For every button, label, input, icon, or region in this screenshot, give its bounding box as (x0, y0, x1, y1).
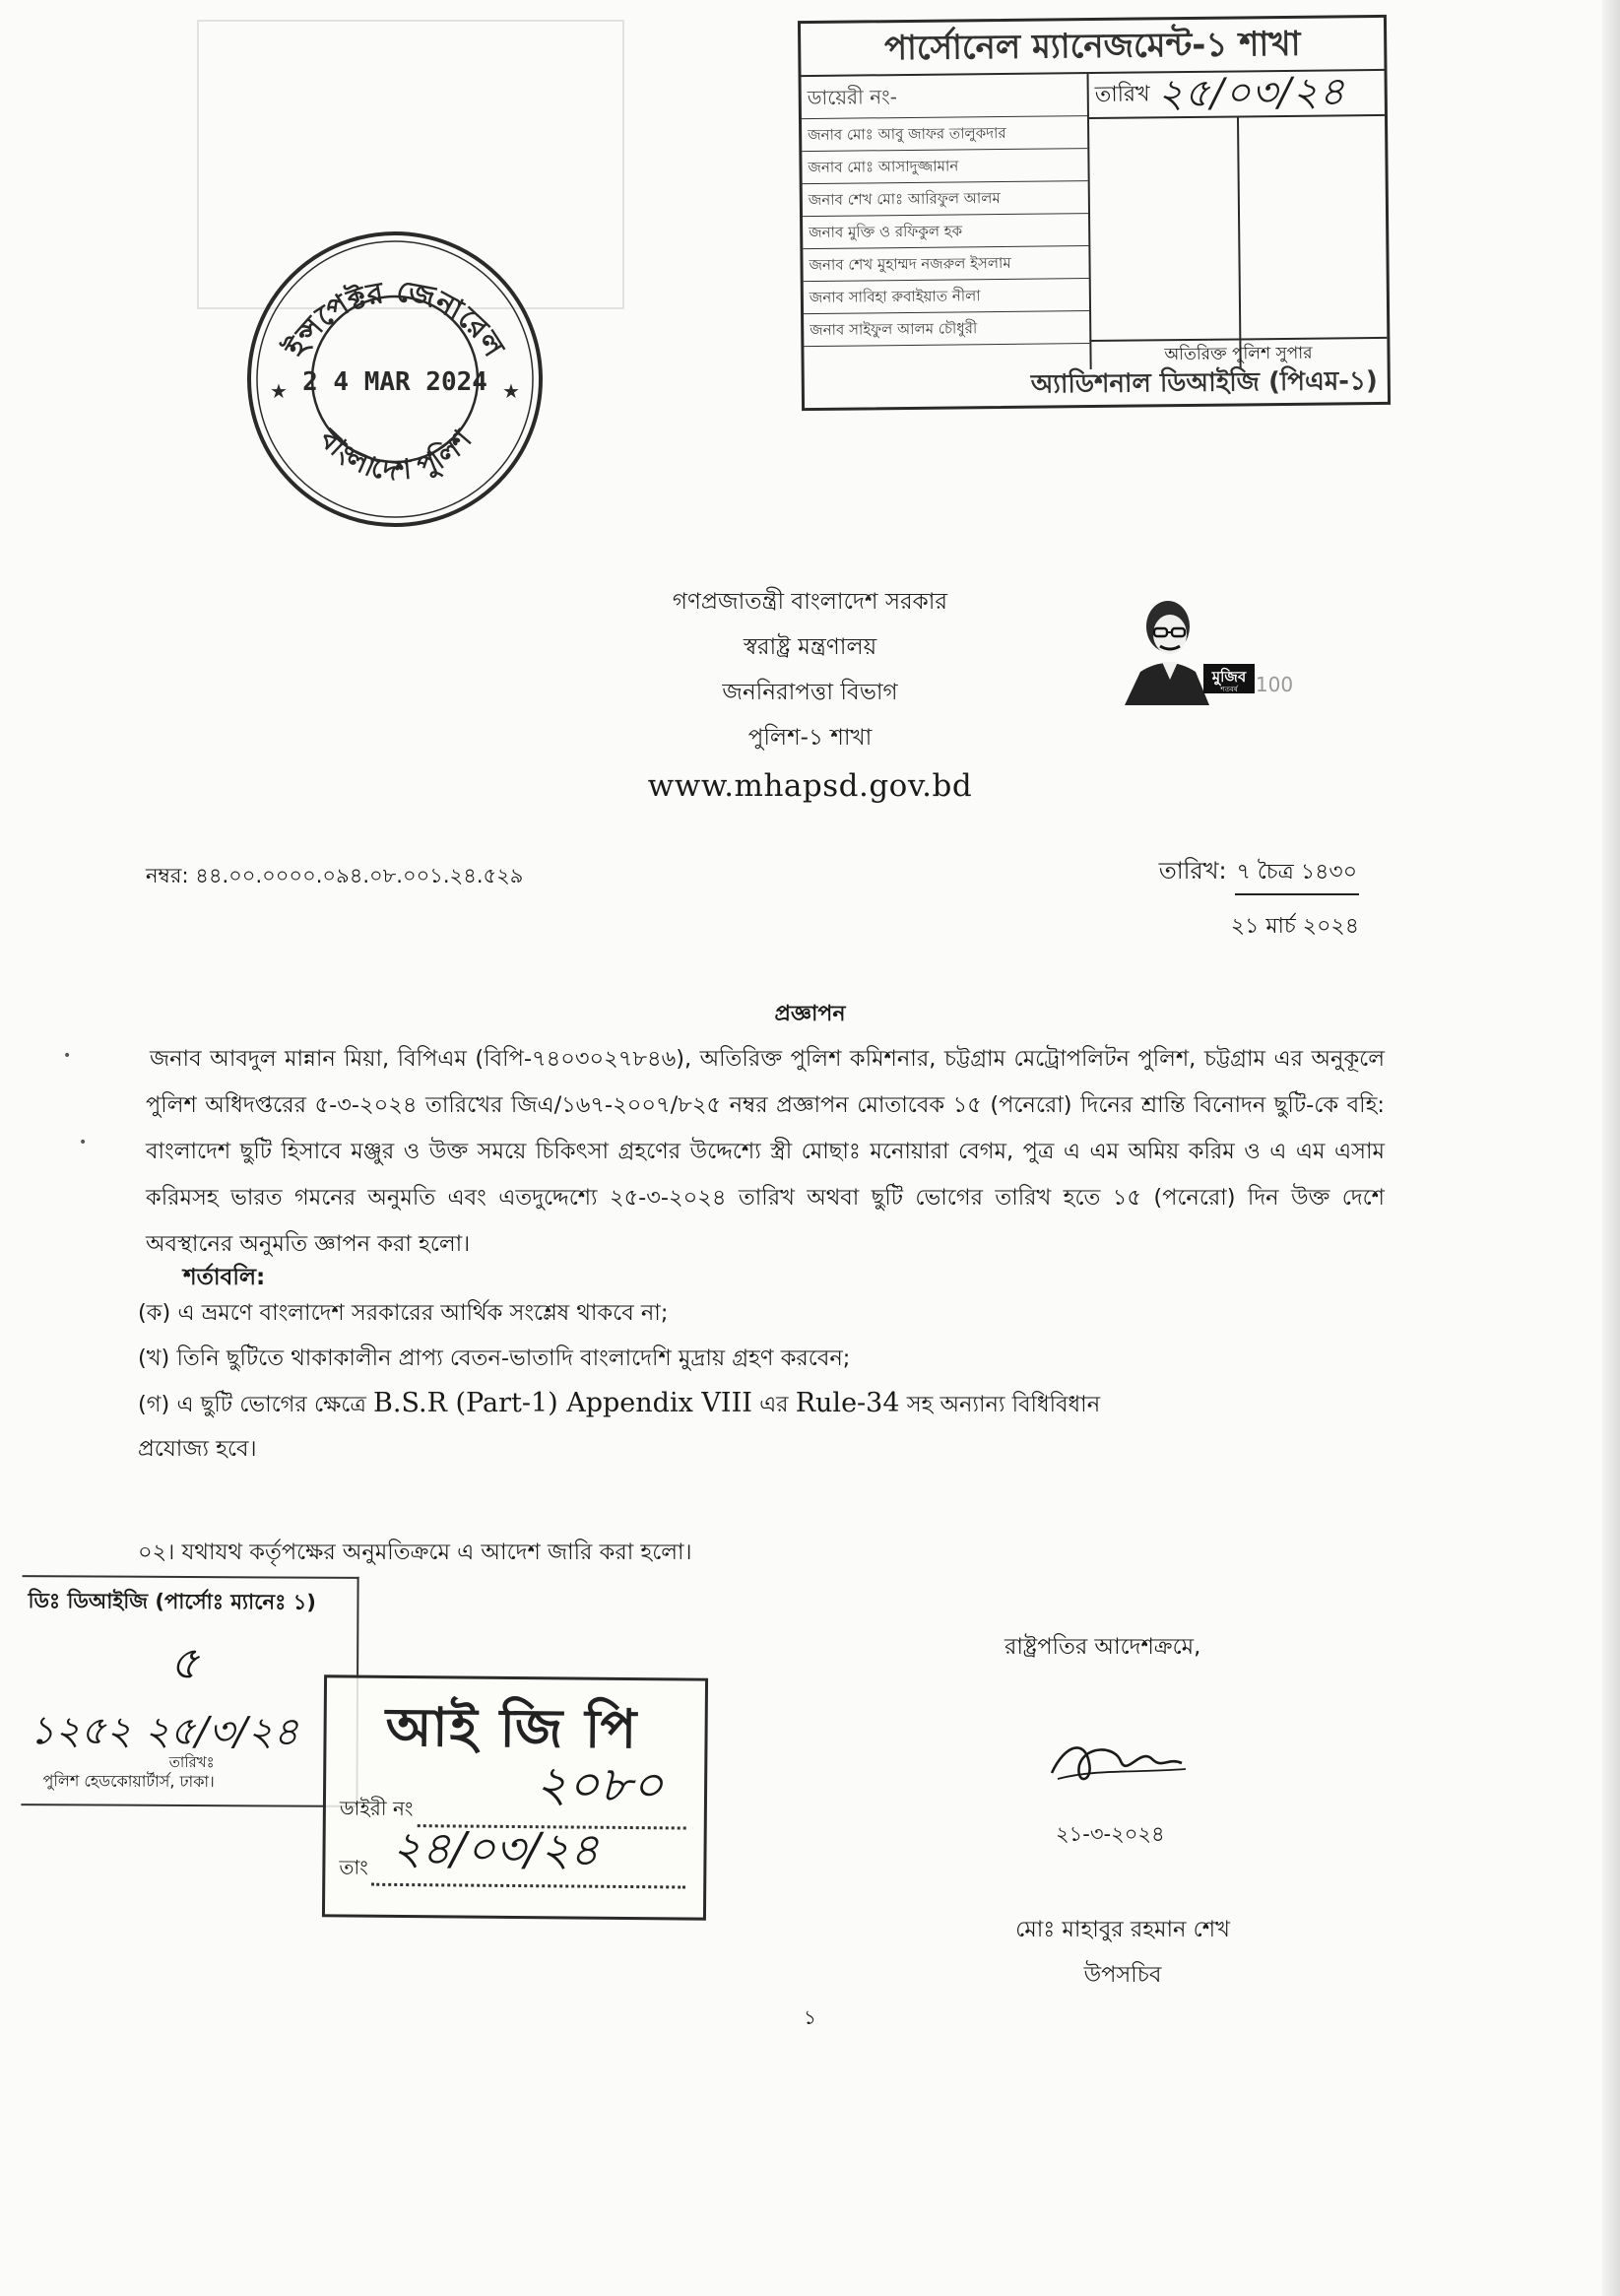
stamp-row: জনাব মোঃ আসাদুজ্জামান (802, 149, 1087, 184)
stamp-officer-list (802, 74, 1092, 372)
memo-number: নম্বর: ৪৪.০০.০০০০.০৯৪.০৮.০০১.২৪.৫২৯ (146, 864, 524, 887)
memo-date-bengali: ৭ চৈত্র ১৪৩০ (1235, 855, 1359, 895)
stamp-row: জনাব মোঃ আবু জাফর তালুকদার (802, 116, 1087, 152)
letterhead-ministry: স্বরাষ্ট্র মন্ত্রণালয় (743, 634, 877, 660)
seal-star-right-icon: ★ (502, 379, 520, 403)
signer-block (985, 1907, 1261, 1998)
page-number: ১ (804, 2005, 816, 2029)
seal-star-left-icon: ★ (270, 379, 288, 403)
condition-c-mid: এর (759, 1392, 789, 1417)
igp-date-label: তাং (339, 1855, 368, 1879)
letterhead-section: পুলিশ-১ শাখা (747, 725, 873, 751)
condition-c-suffix: সহ অন্যান্য বিধিবিধান (906, 1392, 1101, 1417)
igp-diary-label: ডাইরী নং (339, 1796, 414, 1821)
stamp-title: পার্সোনেল ম্যানেজমেন্ট-১ শাখা (801, 18, 1385, 77)
memo-date-label: তারিখ: (1158, 857, 1227, 885)
letterhead-division: জননিরাপত্তা বিভাগ (722, 680, 898, 705)
stamp-row: জনাব সাইফুল আলম চৌধুরী (804, 311, 1089, 347)
logo-subcaption: শতবর্ষ (1220, 686, 1238, 693)
memo-date-block (1137, 853, 1359, 946)
stamp-row: জনাব মুক্তি ও রফিকুল হক (803, 214, 1088, 249)
memo-date-gregorian: ২১ মার্চ ২০২৪ (1230, 914, 1359, 939)
handwritten-signature (1046, 1730, 1194, 1797)
signature-date: ২১-৩-২০২৪ (1056, 1822, 1165, 1846)
dig-stamp-handwritten-number: ৫ (169, 1635, 200, 1690)
dig-stamp-footer: পুলিশ হেডকোয়ার্টার্স, ঢাকা। (42, 1771, 215, 1792)
seal-date: 2 4 MAR 2024 (302, 367, 487, 397)
condition-c-line2: প্রযোজ্য হবে। (138, 1436, 257, 1462)
condition-a: (ক) এ ভ্রমণে বাংলাদেশ সরকারের আর্থিক সংশ্লেষ থাকবে না; (138, 1300, 669, 1326)
dig-stamp-handwritten-date: ১২৫২ ২৫/৩/২৪ (29, 1708, 299, 1755)
dig-stamp-title: ডিঃ ডিআইজি (পার্সোঃ ম্যানেঃ ১) (28, 1589, 316, 1614)
stamp-row: জনাব সাবিহা রুবাইয়াত নীলা (804, 279, 1089, 314)
signer-designation: উপসচিব (1083, 1962, 1162, 1988)
letterhead-government: গণপ্রজাতন্ত্রী বাংলাদেশ সরকার (672, 589, 948, 615)
office-receipt-stamp (798, 15, 1391, 411)
police-round-seal (244, 229, 546, 530)
igp-diary-handwritten: ২০৮০ (535, 1755, 664, 1814)
igp-receipt-stamp (322, 1674, 708, 1920)
mujib-centenary-logo (1121, 585, 1298, 705)
logo-caption: মুজিব (1211, 668, 1247, 686)
condition-b: (খ) তিনি ছুটিতে থাকাকালীন প্রাপ্য বেতন-ভাতাদি বাংলাদেশি মুদ্রায় গ্রহণ করবেন; (138, 1345, 851, 1371)
dig-receipt-stamp (21, 1575, 358, 1807)
scan-speck: • (63, 1048, 72, 1064)
conditions-heading: শর্তাবলি: (183, 1265, 266, 1290)
stamp-date-label: তারিখ (1094, 81, 1150, 107)
presidential-order-line: রাষ্ট্রপতির আদেশক্রমে, (1004, 1634, 1201, 1660)
notification-title: প্রজ্ঞাপন (774, 1002, 846, 1026)
igp-stamp-title: আই জি পি (385, 1695, 639, 1761)
condition-c-prefix: (গ) এ ছুটি ভোগের ক্ষেত্রে (138, 1392, 366, 1417)
stamp-handwritten-date: ২৫/০৩/২৪ (1157, 68, 1346, 116)
stamp-footer-label: অতিরিক্ত পুলিশ সুপার (1089, 337, 1387, 369)
condition-c-rule-reference: Rule-34 (795, 1388, 900, 1418)
notification-body: জনাব আবদুল মান্নান মিয়া, বিপিএম (বিপি-৭৪০৩০২৭৮৪৬), অতিরিক্ত পুলিশ কমিশনার, চট্টগ্রাম মেট্রোপলিটন পুলিশ, চট্টগ্রাম এর অনুকূলে পুলিশ অধিদপ্তরের ৫-৩-২০২৪ তারিখের জিএ/১৬৭-২০০৭/৮২৫ নম্বর প্রজ্ঞাপন মোতাবেক ১৫ (পনেরো) দিনের শ্রান্তি বিনোদন ছুটি-কে বহি: বাংলাদেশ ছুটি হিসাবে মঞ্জুর ও উক্ত সময়ে চিকিৎসা গ্রহণের উদ্দেশ্যে স্ত্রী মোছাঃ মনোয়ারা বেগম, পুত্র এ এম অমিয় করিম ও এ এম এসাম করিমসহ ভারত গমনের অনুমতি এবং এতদুদ্দেশ্যে ২৫-৩-২০২৪ তারিখ অথবা ছুটি ভোগের তারিখ হতে ১৫ (পনেরো) দিন উক্ত দেশে অবস্থানের অনুমতি জ্ঞাপন করা হলো। (146, 1046, 1385, 1257)
condition-c (138, 1381, 1320, 1427)
signer-name: মোঃ মাহাবুর রহমান শেখ (1015, 1917, 1230, 1942)
stamp-diary-label: ডায়েরী নং- (802, 74, 1087, 119)
igp-date-row (339, 1820, 685, 1888)
dig-stamp-date-label: তারিখঃ (168, 1752, 215, 1772)
condition-c-bsr-reference: B.S.R (Part-1) Appendix VIII (373, 1388, 752, 1418)
stamp-row: জনাব শেখ মোঃ আরিফুল আলম (803, 181, 1088, 217)
letterhead (0, 579, 1620, 810)
stamp-signature-line: অ্যাডিশনাল ডিআইজি (পিএম-১) (1030, 365, 1378, 400)
stamp-date-row (1089, 68, 1385, 119)
letterhead-website: www.mhapsd.gov.bd (647, 768, 973, 804)
paragraph-two: ০২। যথাযথ কর্তৃপক্ষের অনুমতিক্রমে এ আদেশ জারি করা হলো। (138, 1540, 692, 1565)
scan-speck: • (79, 1135, 88, 1150)
stamp-row: জনাব শেখ মুহাম্মদ নজরুল ইসলাম (803, 246, 1088, 282)
seal-top-text: ইন্সপেক্টর জেনারেল (279, 274, 511, 363)
logo-number: 100 (1255, 673, 1294, 696)
seal-bottom-text: বাংলাদেশ পুলিশ (313, 422, 479, 488)
igp-date-handwritten: ২৪/০৩/২৪ (391, 1820, 600, 1876)
